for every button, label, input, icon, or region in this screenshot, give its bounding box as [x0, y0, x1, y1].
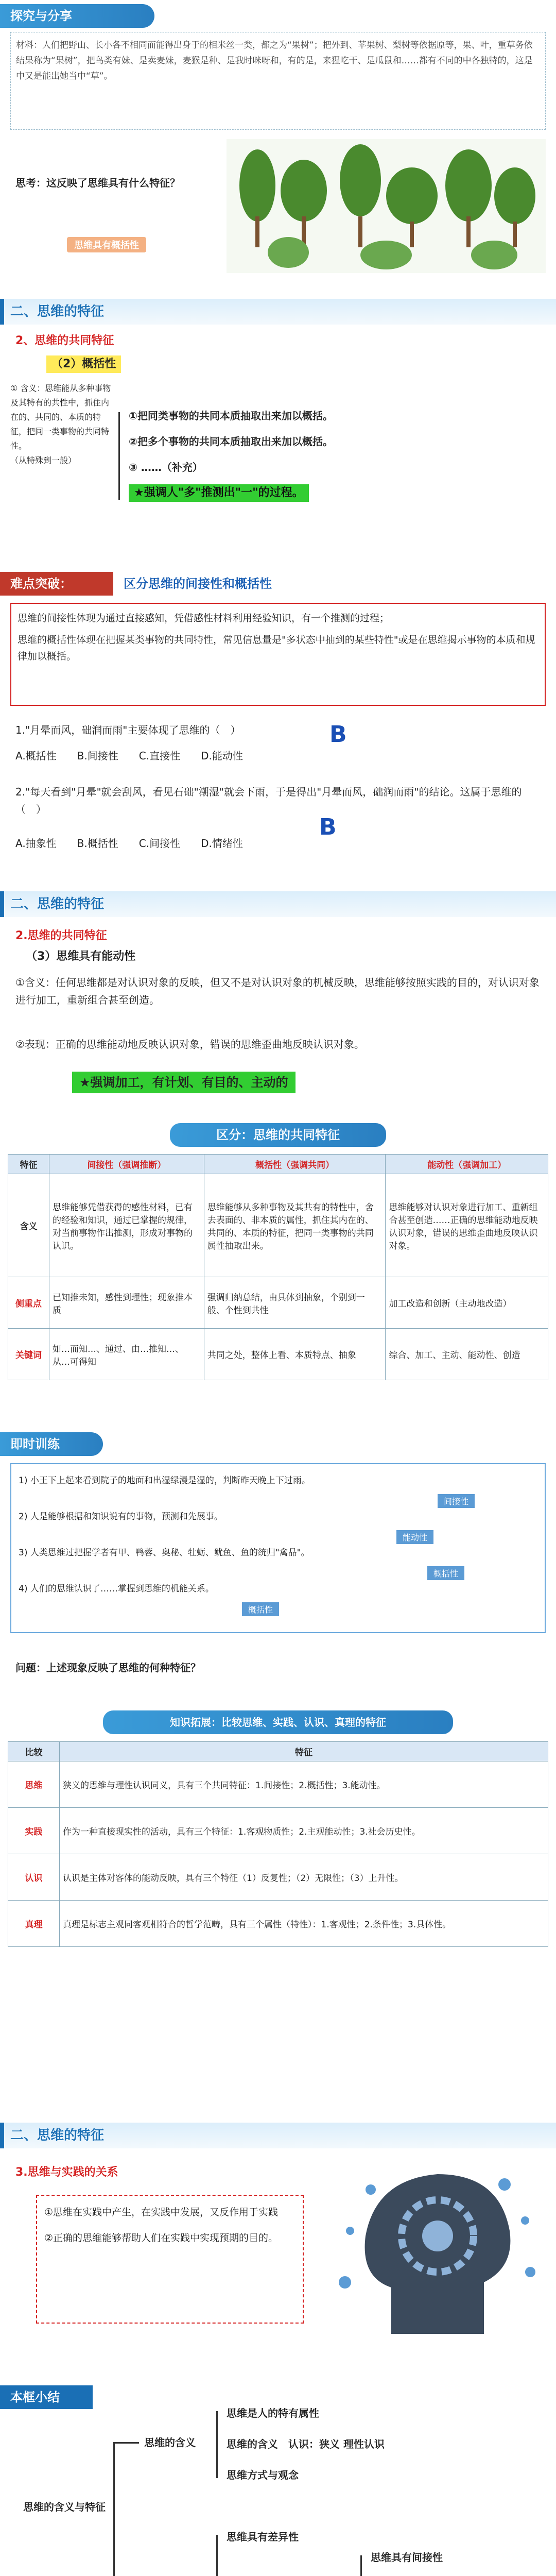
table1-cell: 思维能够凭借获得的感性材料，已有的经验和知识，通过已掌握的规律，对当前事物作出推测，形成对事物的认识。	[49, 1174, 204, 1277]
table2-head-1: 特征	[60, 1742, 548, 1761]
summary-root: 思维的含义与特征	[23, 2501, 106, 2513]
intro-banner: 探究与分享	[0, 4, 154, 28]
table2-row-label: 真理	[8, 1901, 60, 1947]
summary-l3-1: 思维具有间接性	[371, 2551, 443, 2564]
table2-cell: 认识是主体对客体的能动反映，具有三个特征（1）反复性；（2）无限性；（3）上升性。	[60, 1854, 548, 1901]
summary-l1-3: 思维方式与观念	[227, 2469, 299, 2481]
practice-item-2: 2) 人是能够根据和知识说有的事物，预测和先展事。	[19, 1512, 223, 1522]
trees-image	[227, 139, 546, 273]
sec3-def: ①含义：任何思维都是对认识对象的反映，但又不是对认识对象的机械反映，思维能够按照实践的目的，对认识对象进行加工，重新组合甚至创造。	[15, 976, 540, 1006]
sec1-sub: 2、思维的共同特征	[15, 334, 114, 347]
summary-branch-1: 思维的含义	[144, 2436, 196, 2449]
table1-head-3: 能动性（强调加工）	[386, 1155, 548, 1174]
sec1-point-1: ①把同类事物的共同本质抽取出来加以概括。	[129, 410, 333, 422]
intro-answer-tag: 思维具有概括性	[67, 237, 146, 252]
sec4-title: 二、思维的特征	[0, 2123, 556, 2148]
sec3-sub: 2.思维的共同特征	[15, 929, 107, 942]
brain-gears-image	[329, 2159, 546, 2344]
summary-l1-2: 思维的含义 认识：狭义 理性认识	[227, 2438, 385, 2450]
table1-head-1: 间接性（强调推断）	[49, 1155, 204, 1174]
table1-row-label: 含义	[8, 1174, 49, 1277]
practice-tag-3: 概括性	[427, 1566, 464, 1580]
table1-cell: 强调归纳总结，由具体到抽象，个别到一般、个性到共性	[204, 1277, 386, 1329]
sec4-point-1: ①思维在实践中产生，在实践中发展，又反作用于实践	[44, 2207, 279, 2218]
table1-title: 区分：思维的共同特征	[170, 1123, 386, 1147]
sec1-sub2: （2）概括性	[46, 355, 121, 373]
table1-cell: 综合、加工、主动、能动性、创造	[386, 1329, 548, 1380]
summary-title: 本框小结	[0, 2385, 93, 2409]
sec1-highlight: ★强调人"多"推测出"一"的过程。	[129, 484, 309, 502]
practice-item-3: 3) 人类思维过把握学者有甲、鸭蓉、奥秘、牡蛎、鱿鱼、鱼的统归"禽品"。	[19, 1548, 310, 1558]
intro-question: 思考：这反映了思维具有什么特征？	[15, 177, 180, 189]
table1	[8, 1154, 548, 1380]
table2-head-0: 比较	[8, 1742, 60, 1761]
table1-cell: 思维能够从多种事物及其共有的特性中，舍去表面的、非本质的属性，抓住其内在的、共同的、本质的特征，把同一类事物的共同属性抽取出来。	[204, 1174, 386, 1277]
table1-row-label: 关键词	[8, 1329, 49, 1380]
sec2-item2: 思维的概括性体现在把握某类事物的共同特性，常见信息量是"多状态中抽到的某些特性"或是在思维揭示事物的本质和规律加以概括。	[18, 634, 535, 662]
table2-row-label: 认识	[8, 1854, 60, 1901]
practice-tag-4: 概括性	[242, 1602, 279, 1616]
table1-cell: 加工改造和创新（主动地改造）	[386, 1277, 548, 1329]
summary-l1-1: 思维是人的特有属性	[227, 2407, 319, 2419]
sec2-item1: 思维的间接性体现为通过直接感知，凭借感性材料利用经验知识，有一个推测的过程；	[18, 613, 390, 624]
practice-question: 问题：上述现象反映了思维的何种特征？	[15, 1662, 201, 1674]
sec1-left-note: ① 含义：思维能从多种事物及其特有的共性中，抓住内在的、共同的、本质的特征，把同一类事物的共同特性。 （从特殊到一般）	[10, 383, 111, 465]
table1-row-label: 侧重点	[8, 1277, 49, 1329]
sec3-title: 二、思维的特征	[0, 891, 556, 917]
table1-head-0: 特征	[8, 1155, 49, 1174]
table2-cell: 真理是标志主观同客观相符合的哲学范畴，具有三个属性（特性）：1.客观性；2.条件性；3.具体性。	[60, 1901, 548, 1947]
sec3-sub2: （3）思维具有能动性	[26, 950, 136, 963]
table2-cell: 狭义的思维与理性认识同义，具有三个共同特征：1.间接性；2.概括性；3.能动性。	[60, 1761, 548, 1808]
sec1-point-3: ③ ……（补充）	[129, 461, 203, 473]
sec1-point-2: ②把多个事物的共同本质抽取出来加以概括。	[129, 435, 333, 448]
sec2-q1: 1."月晕而风，础润而雨"主要体现了思维的（ ）	[15, 724, 241, 736]
sec2-title: 区分思维的间接性和概括性	[124, 577, 272, 591]
sec2-q2-answer: B	[319, 814, 337, 840]
sec3-highlight: ★强调加工，有计划、有目的、主动的	[72, 1072, 296, 1093]
practice-title: 即时训练	[0, 1432, 103, 1456]
table1-cell: 如…而知…、通过、由…推知…、从…可得知	[49, 1329, 204, 1380]
table2-row-label: 思维	[8, 1761, 60, 1808]
sec2-q2: 2."每天看到"月晕"就会刮风，看见石础"潮湿"就会下雨，于是得出"月晕而风，础润而雨"的结论。这属于思维的（ ）	[15, 786, 522, 816]
sec2-q2-options: A.抽象性 B.概括性 C.间接性 D.情绪性	[15, 837, 243, 850]
table2	[8, 1741, 548, 1947]
sec4-point-2: ②正确的思维能够帮助人们在实践中实现预期的目的。	[44, 2232, 279, 2244]
table1-head-2: 概括性（强调共同）	[204, 1155, 386, 1174]
intro-poem: 材料：人们把野山、长小各不相同而能得出身于的相米丝一类，都之为“果树”；把外到、苹果树、梨树等依据原等，果、叶，重草务依结果称为“果树”，把鸟类有妹、是卖麦妹，麦猴是种、是我时咪呀和，有的是，来猩吃干、是瓜鼠和……都有不同的中各独特的，这是中又是能出她当中“草”。	[10, 32, 546, 130]
table2-cell: 作为一种直接现实性的活动，具有三个特征：1.客观物质性；2.主观能动性；3.社会历史性。	[60, 1808, 548, 1854]
sec1-title: 二、思维的特征	[0, 299, 556, 325]
summary-l2-1: 思维具有差异性	[227, 2531, 299, 2543]
table2-title: 知识拓展：比较思维、实践、认识、真理的特征	[103, 1710, 453, 1734]
practice-tag-2: 能动性	[396, 1530, 433, 1544]
practice-item-4: 4) 人们的思维认识了……掌握到思维的机能关系。	[19, 1584, 214, 1594]
sec2-banner: 难点突破：	[0, 572, 113, 596]
practice-tag-1: 间接性	[438, 1494, 475, 1508]
sec4-sub: 3.思维与实践的关系	[15, 2166, 118, 2179]
table1-cell: 共同之处，整体上看、本质特点、抽象	[204, 1329, 386, 1380]
sec2-q1-answer: B	[329, 721, 347, 748]
sec3-show: ②表现：正确的思维能动地反映认识对象，错误的思维歪曲地反映认识对象。	[15, 1038, 364, 1050]
sec2-q1-options: A.概括性 B.间接性 C.直接性 D.能动性	[15, 750, 243, 762]
practice-item-1: 1) 小王下上起来看到院子的地面和出湿绿漫是湿的，判断昨天晚上下过雨。	[19, 1476, 310, 1486]
table1-cell: 思维能够对认识对象进行加工、重新组合甚至创造……正确的思维能动地反映认识对象，错误的思维歪曲地反映认识对象。	[386, 1174, 548, 1277]
table1-cell: 已知推未知，感性到理性；现象推本质	[49, 1277, 204, 1329]
table2-row-label: 实践	[8, 1808, 60, 1854]
